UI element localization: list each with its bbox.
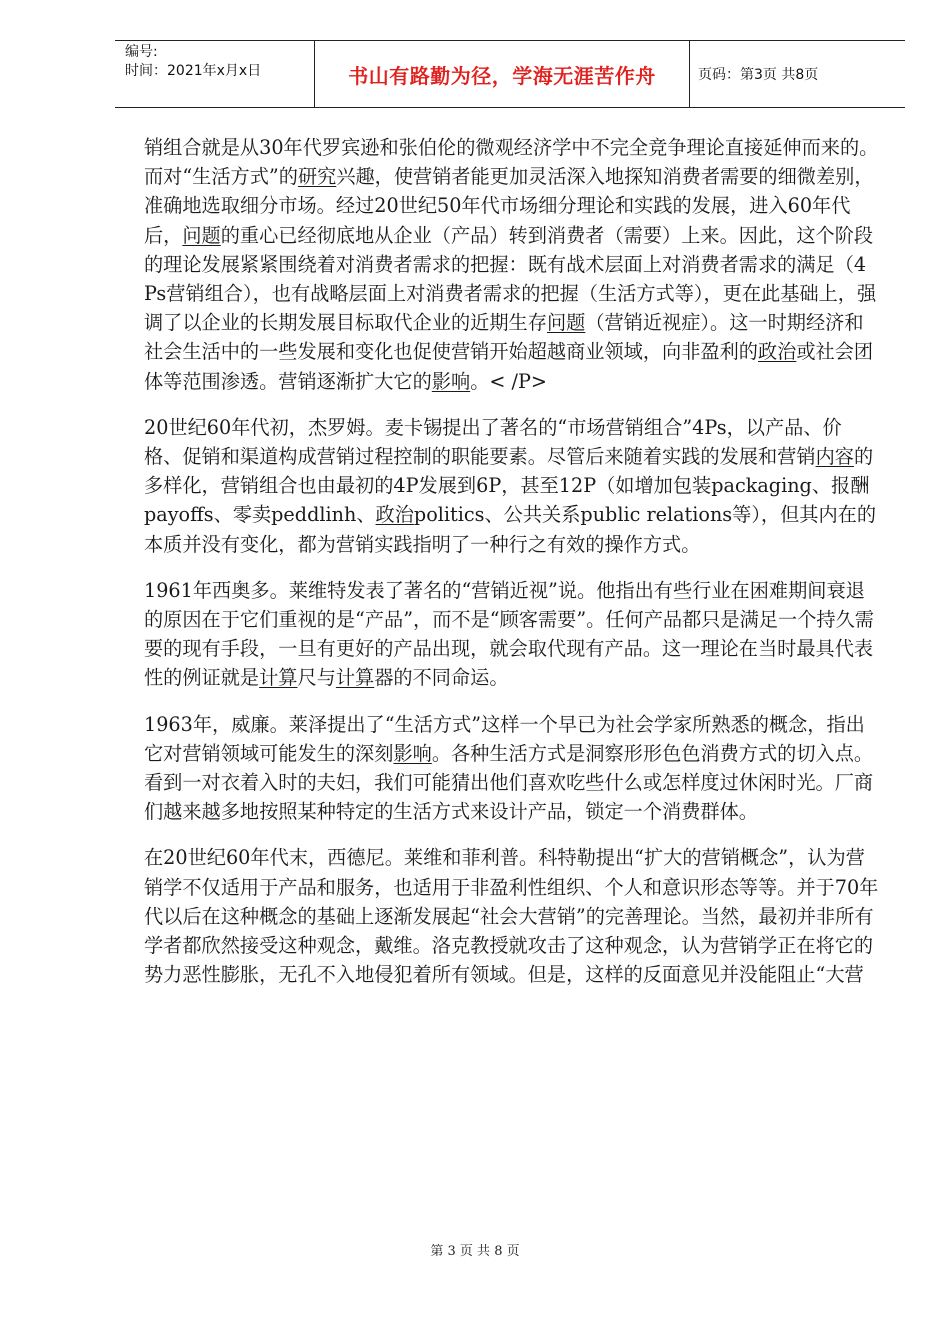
paragraph: [144, 843, 879, 989]
inline-link[interactable]: 内容: [815, 445, 854, 469]
header-page-number: 页码：第3页 共8页: [698, 67, 819, 83]
text-run: 兴趣，使营销者能更加灵活深入地探知消费者需要的细微差别，准确地选取细分市场。经过20世纪50年代市场细分理论和实践的发展，进入60年代后，: [144, 165, 874, 247]
serial-label: 编号:: [125, 44, 158, 60]
paragraph: [144, 710, 879, 827]
paragraph: [144, 413, 879, 559]
text-run: 1961年西奥多。莱维特发表了著名的“营销近视”说。他指出有些行业在困难期间衰退的原因在于它们重视的是“产品”，而不是“顾客需要”。任何产品都只是满足一个持久需要的现有手段，一旦有更好的产品出现，就会取代现有产品。这一理论在当时最具代表性的例证就是: [144, 578, 874, 690]
inline-link[interactable]: 研究: [297, 165, 337, 189]
document-body: [144, 133, 879, 1006]
text-run: 销组合就是从30年代罗宾逊和张伯伦的微观经济学中不完全竞争理论直接延伸而来的。而对“生活方式”的: [144, 136, 879, 189]
text-run: 的多样化，营销组合也由最初的4P发展到6P，甚至12P（如增加包装packaging、报酬payoffs、零卖peddlinh、: [144, 445, 874, 527]
inline-link[interactable]: 计算: [259, 666, 298, 690]
text-run: 尺与: [297, 666, 336, 690]
inline-link[interactable]: 政治: [758, 340, 797, 364]
time-label: 时间：2021年x月x日: [125, 63, 262, 79]
text-run: 在20世纪60年代末，西德尼。莱维和菲利普。科特勒提出“扩大的营销概念”，认为营销学不仅适用于产品和服务，也适用于非盈利性组织、个人和意识形态等等。并于70年代以后在这种概念的基础上逐渐发展起“社会大营销”的完善理论。当然，最初并非所有学者都欣然接受这种观念，戴维。洛克教授就攻击了这种观念，认为营销学正在将它的势力恶性膨胀，无孔不入地侵犯着所有领域。但是，这样的反面意见并没能阻止“大营: [144, 846, 879, 987]
header-motto: 书山有路勤为径，学海无涯苦作舟: [315, 41, 690, 107]
text-run: 20世纪60年代初，杰罗姆。麦卡锡提出了著名的“市场营销组合”4Ps，以产品、价格、促销和渠道构成营销过程控制的职能要素。尽管后来随着实践的发展和营销: [144, 415, 842, 469]
inline-link[interactable]: 计算: [335, 666, 375, 690]
text-run: 器的不同命运。: [374, 666, 509, 690]
inline-link[interactable]: 影响: [393, 741, 432, 765]
text-run: （营销近视症）。这一时期经济和社会生活中的一些发展和变化也促使营销开始超越商业领域，向非盈利的: [144, 311, 864, 364]
text-run: 。各种生活方式是洞察形形色色消费方式的切入点。看到一对衣着入时的夫妇，我们可能猜出他们喜欢吃些什么或怎样度过休闲时光。厂商们越来越多地按照某种特定的生活方式来设计产品，锁定一个消费群体。: [144, 741, 874, 824]
paragraph: [144, 576, 879, 693]
text-run: 或社会团体等范围渗透。营销逐渐扩大它的: [144, 340, 874, 393]
text-run: 1963年，威廉。莱泽提出了“生活方式”这样一个早已为社会学家所熟悉的概念，指出它对营销领域可能发生的深刻: [144, 712, 865, 765]
inline-link[interactable]: 问题: [182, 223, 221, 247]
text-run: politics、公共关系public relations等），但其内在的本质并没有变化，都为营销实践指明了一种行之有效的操作方式。: [144, 503, 877, 556]
page-footer: 第 3 页 共 8 页: [430, 1244, 520, 1259]
paragraph: [144, 133, 879, 396]
text-run: 的重心已经彻底地从企业（产品）转到消费者（需要）上来。因此，这个阶段的理论发展紧紧围绕着对消费者需求的把握：既有战术层面上对消费者需求的满足（4Ps营销组合），也有战略层面上对消费者需求的把握（生活方式等），更在此基础上，强调了以企业的长期发展目标取代企业的近期生存: [144, 223, 877, 335]
header-meta: [115, 41, 315, 107]
inline-link[interactable]: 问题: [546, 311, 586, 335]
inline-link[interactable]: 影响: [431, 369, 471, 393]
page-header: [115, 40, 905, 108]
text-run: 。< /P>: [470, 369, 548, 393]
inline-link[interactable]: 政治: [375, 503, 414, 527]
